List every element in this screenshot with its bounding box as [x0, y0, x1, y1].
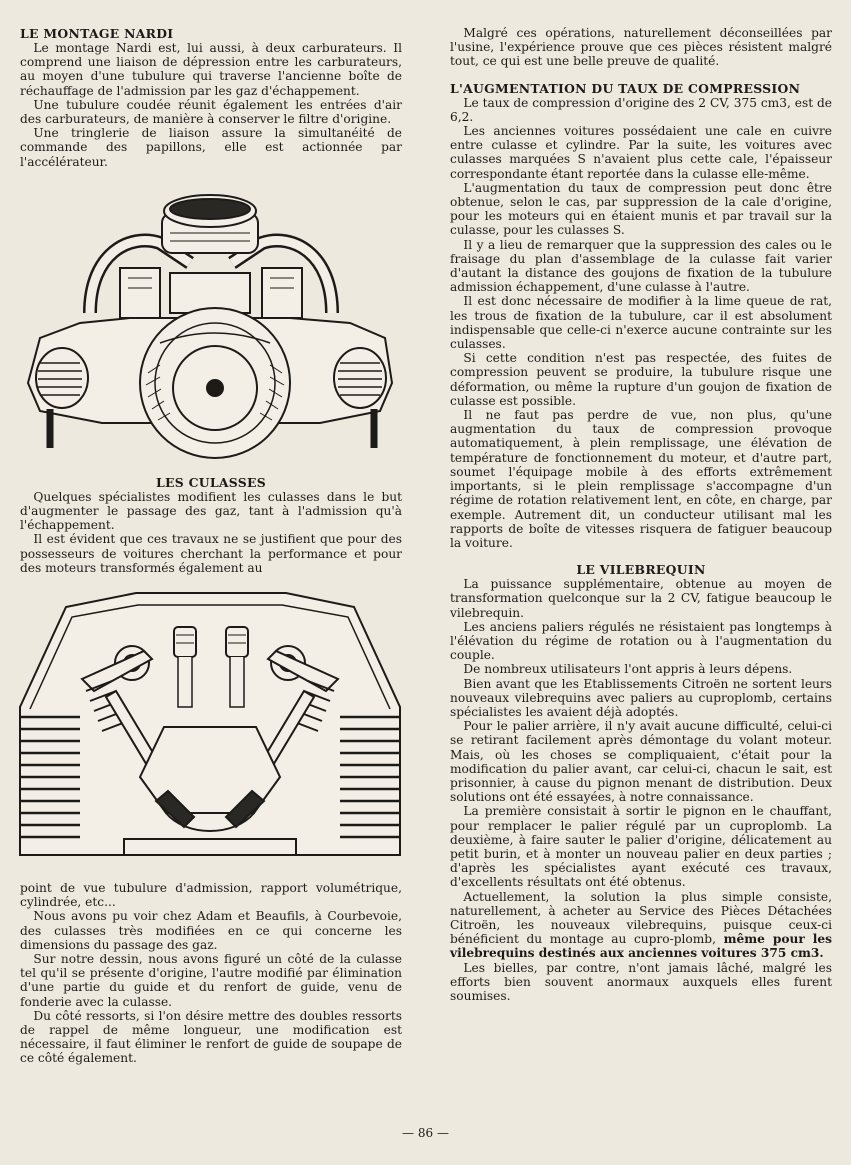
- paragraph: L'augmentation du taux de compression peut donc être obtenue, selon le cas, par suppression de la cale d'origine, pour les moteurs qui en étaient munis et par travail sur la culasse, pour les culasses S.: [450, 180, 832, 238]
- text-run: Actuellement, la solution la plus simple consiste, naturellement, à acheter au Service des Pièces Détachées Citroën, les nouveaux vilebrequins, puisque ceux-ci bénéficient du montage au cupro-plomb,: [450, 889, 832, 947]
- paragraph: Il ne faut pas perdre de vue, non plus, qu'une augmentation du taux de compression provoque automatiquement, à plein remplissage, une élévation de température de fonctionnement du moteur, et d'autre part, soumet l'équipage mobile à des efforts extrêmement importants, si le plein remplissage s'accompagne d'un régime de rotation relativement lent, en côte, en charge, par exemple. Autrement dit, un conducteur utilisant mal les rapports de boîte de vitesses risquera de fatiguer beaucoup la voiture.: [450, 408, 832, 550]
- paragraph: Si cette condition n'est pas respectée, des fuites de compression peuvent se produire, la tubulure risque une déformation, ou même la rupture d'un goujon de fixation de culasse est possible.: [450, 351, 832, 408]
- paragraph: Une tringlerie de liaison assure la simultanéité de commande des papillons, elle est actionnée par l'accélérateur.: [20, 126, 402, 169]
- paragraph: La première consistait à sortir le pignon en le chauffant, pour remplacer le palier régulé par un cuproplomb. La deuxième, à faire sauter le palier d'origine, délicatement au petit burin, et à monter un nouveau palier en deux parties ; d'après les spécialistes ayant exécuté ces travaux, d'excellents résultats ont été obtenus.: [450, 804, 832, 890]
- paragraph: Les bielles, par contre, n'ont jamais lâché, malgré les efforts bien souvent anormaux auxquels elles furent soumises.: [450, 960, 832, 1003]
- paragraph: Les anciennes voitures possédaient une cale en cuivre entre culasse et cylindre. Par la suite, les voitures avec culasses marquées S n'avaient plus cette cale, l'épaisseur correspondante étant reportée dans la culasse elle-même.: [450, 124, 832, 181]
- paragraph: De nombreux utilisateurs l'ont appris à leurs dépens.: [463, 662, 793, 677]
- page-number: — 86 —: [402, 1126, 449, 1140]
- paragraph: Une tubulure coudée réunit également les entrées d'air des carburateurs, de manière à conserver le filtre d'origine.: [20, 97, 402, 127]
- heading-augmentation-compression: L'AUGMENTATION DU TAUX DE COMPRESSION: [450, 80, 801, 96]
- paragraph: [450, 890, 832, 961]
- paragraph: La puissance supplémentaire, obtenue au moyen de transformation quelconque sur la 2 CV, fatigue beaucoup le vilebrequin.: [450, 577, 832, 620]
- paragraph: Le taux de compression d'origine des 2 CV, 375 cm3, est de 6,2.: [450, 95, 832, 124]
- heading-les-culasses: LES CULASSES: [155, 474, 267, 490]
- nardi-engine-illustration: [20, 173, 402, 473]
- paragraph: Le montage Nardi est, lui aussi, à deux carburateurs. Il comprend une liaison de dépression entre les carburateurs, au moyen d'une tubulure qui traverse l'ancienne boîte de réchauffage de l'admission par les gaz d'échappement.: [20, 41, 402, 98]
- paragraph: Il est donc nécessaire de modifier à la lime queue de rat, les trous de fixation de la tubulure, car il est absolument indispensable que celle-ci n'exerce aucune contrainte sur les culasses.: [450, 294, 832, 352]
- paragraph: Il est évident que ces travaux ne se justifient que pour des possesseurs de voitures cherchant la performance et pour des moteurs transformés également au: [20, 532, 402, 575]
- heading-montage-nardi: LE MONTAGE NARDI: [20, 26, 174, 41]
- paragraph: Pour le palier arrière, il n'y avait aucune difficulté, celui-ci se retirant facilement après démontage du volant moteur. Mais, où les choses se compliquaient, c'était pour la modification du palier avant, car celui-ci, chacun le sait, est prisonnier, à cause du pignon menant de distribution. Deux solutions ont été essayées, à notre connaissance.: [450, 719, 832, 805]
- cylinder-head-cutaway-illustration: [16, 587, 404, 877]
- paragraph: Malgré ces opérations, naturellement déconseillées par l'usine, l'expérience prouve que ces pièces résistent malgré tout, ce qui est une belle preuve de qualité.: [450, 26, 832, 69]
- left-column: [20, 26, 402, 1066]
- heading-le-vilebrequin: LE VILEBREQUIN: [576, 562, 706, 578]
- paragraph: Les anciens paliers régulés ne résistaient pas longtemps à l'élévation du régime de rotation ou à l'augmentation du couple.: [450, 619, 832, 663]
- paragraph: Bien avant que les Etablissements Citroën ne sortent leurs nouveaux vilebrequins avec paliers au cuproplomb, certains spécialistes les avaient déjà adoptés.: [450, 676, 832, 719]
- paragraph: Sur notre dessin, nous avons figuré un côté de la culasse tel qu'il se présente d'origine, l'autre modifié par élimination d'une partie du guide et du renfort de guide, venu de fonderie avec la culasse.: [20, 952, 402, 1009]
- bold-emphasis: même pour les vilebrequins destinés aux anciennes voitures 375 cm3.: [450, 932, 832, 961]
- paragraph: Nous avons pu voir chez Adam et Beaufils, à Courbevoie, des culasses très modifiées en ce qui concerne les dimensions du passage des gaz.: [20, 909, 402, 952]
- paragraph: Du côté ressorts, si l'on désire mettre des doubles ressorts de rappel de même longueur, une modification est nécessaire, il faut éliminer le renfort de guide de soupape de ce côté également.: [20, 1008, 402, 1066]
- paragraph: Il y a lieu de remarquer que la suppression des cales ou le fraisage du plan d'assemblage de la culasse fait varier d'autant la distance des goujons de fixation de la tubulure admission échappement, d'une culasse à l'autre.: [450, 237, 832, 295]
- paragraph: Quelques spécialistes modifient les culasses dans le but d'augmenter le passage des gaz, tant à l'admission qu'à l'échappement.: [20, 489, 402, 533]
- paragraph: point de vue tubulure d'admission, rapport volumétrique, cylindrée, etc...: [20, 881, 402, 910]
- right-column: [450, 26, 832, 1003]
